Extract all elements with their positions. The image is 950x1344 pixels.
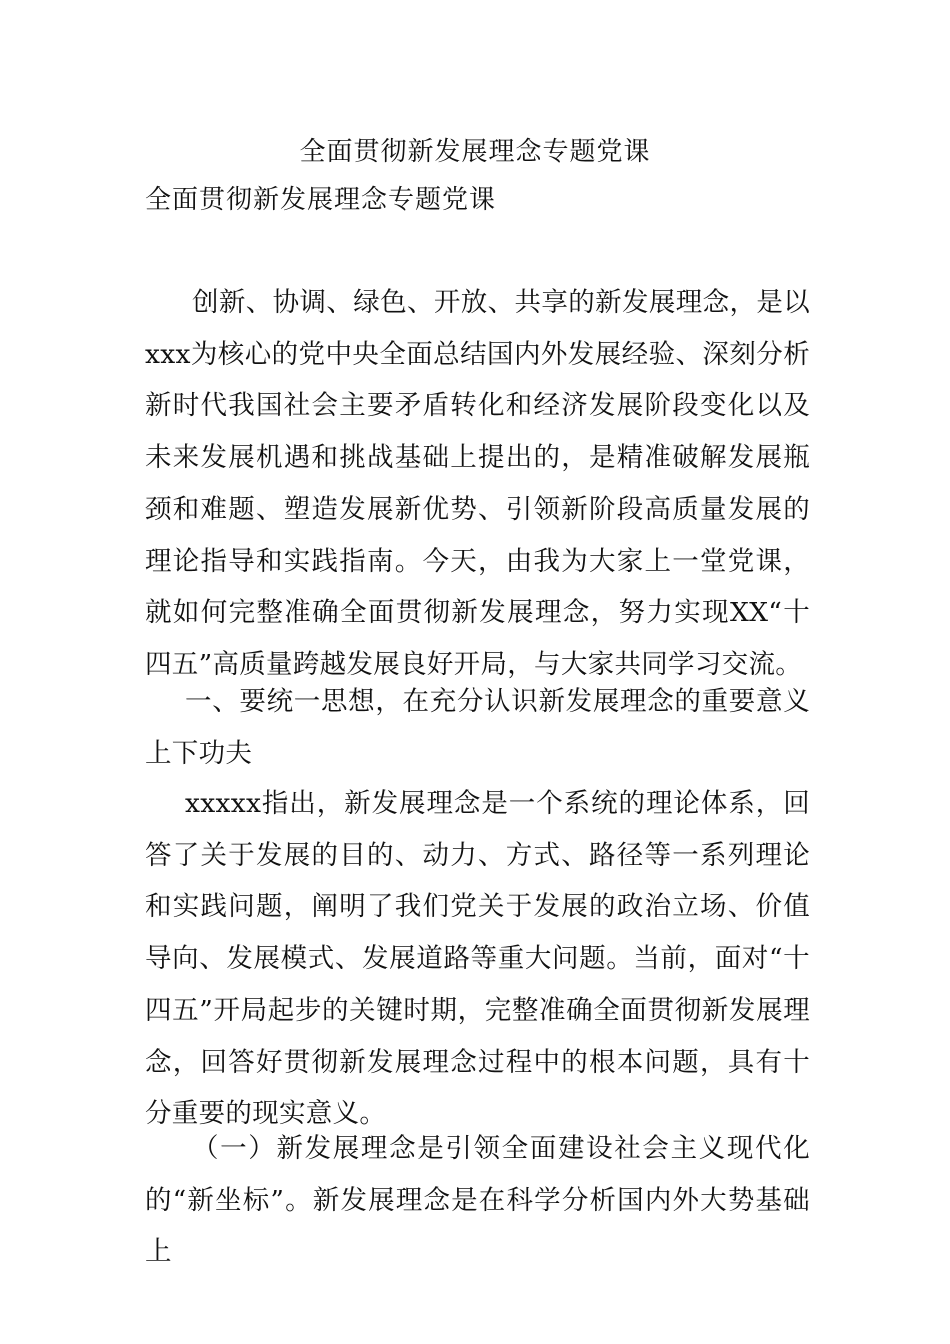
paragraph-section-one: xxxxx指出，新发展理念是一个系统的理论体系，回答了关于发展的目的、动力、方式、路径等一系列理论和实践问题，阐明了我们党关于发展的政治立场、价值导向、发展模式、发展道路等重大问题。当前，面对“十四五”开局起步的关键时期，完整准确全面贯彻新发展理念，回答好贯彻新发展理念过程中的根本问题，具有十分重要的现实意义。: [145, 788, 811, 1130]
paragraph-subsection-one: （一）新发展理念是引领全面建设社会主义现代化的“新坐标”。新发展理念是在科学分析国内外大势基础上: [145, 1133, 810, 1268]
paragraph-intro: 创新、协调、绿色、开放、共享的新发展理念，是以xxx为核心的党中央全面总结国内外发展经验、深刻分析新时代我国社会主要矛盾转化和经济发展阶段变化以及未来发展机遇和挑战基础上提出的，是精准破解发展瓶颈和难题、塑造发展新优势、引领新阶段高质量发展的理论指导和实践指南。今天，由我为大家上一堂党课，就如何完整准确全面贯彻新发展理念，努力实现XX“十四五”高质量跨越发展良好开局，与大家共同学习交流。: [145, 287, 810, 680]
document-subtitle: 全面贯彻新发展理念专题党课: [145, 185, 497, 215]
section-heading-one: 一、要统一思想，在充分认识新发展理念的重要意义上下功夫: [145, 686, 810, 769]
document-title: 全面贯彻新发展理念专题党课: [299, 137, 651, 167]
